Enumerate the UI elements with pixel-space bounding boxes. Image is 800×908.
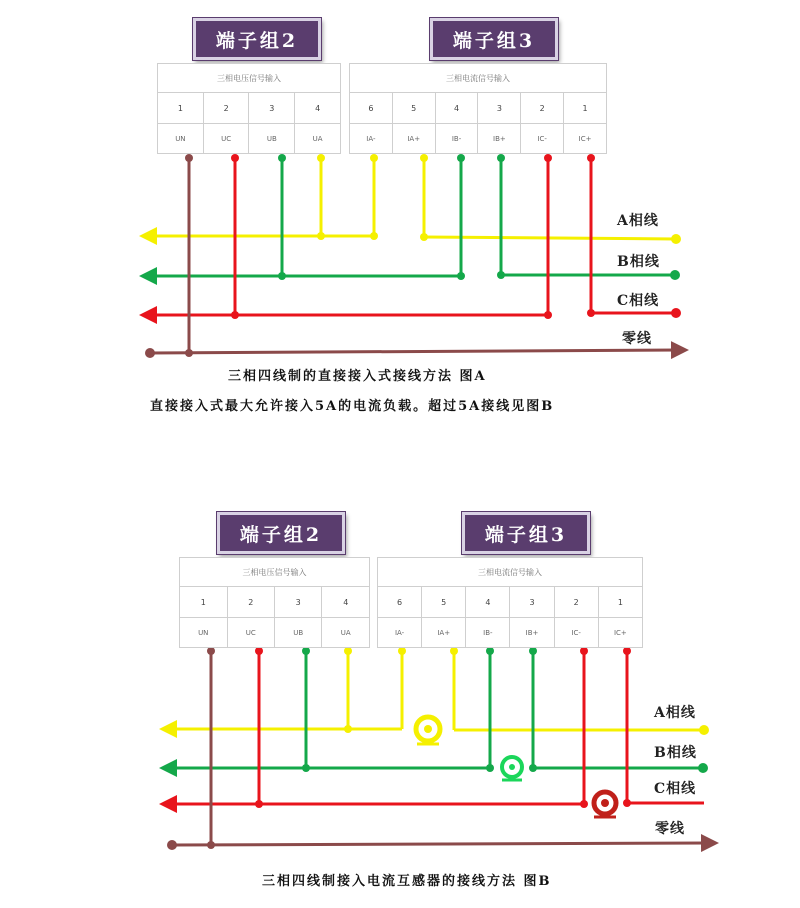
terminal-number: 5 <box>392 93 435 124</box>
junction-dot <box>317 232 325 240</box>
junction-dot <box>207 841 215 849</box>
terminal-dot <box>587 154 595 162</box>
junction-dot <box>457 272 465 280</box>
neutral-label: 零线 <box>655 821 685 837</box>
terminal-number: 1 <box>158 93 204 124</box>
terminal-dot <box>398 647 406 655</box>
terminal-dot <box>370 154 378 162</box>
junction-dot <box>302 764 310 772</box>
terminal-signal: UB <box>274 618 321 648</box>
terminal-group-2-badge-b: 端子组2 <box>217 512 345 554</box>
terminal-number: 1 <box>598 587 642 618</box>
diagram-b-wires <box>168 651 710 845</box>
current-transformer-c-icon <box>594 792 616 817</box>
terminal-dot <box>497 154 505 162</box>
terminal-group-2-badge-a: 端子组2 <box>193 18 321 60</box>
terminal-signal: IC- <box>521 124 564 154</box>
phase-a-label: A相线 <box>654 705 696 721</box>
junction-dot <box>278 272 286 280</box>
junction-dot <box>529 764 537 772</box>
voltage-header: 三相电压信号输入 <box>158 64 341 93</box>
terminal-signal: IB+ <box>510 618 554 648</box>
junction-dot <box>544 311 552 319</box>
junction-dot <box>497 271 505 279</box>
junction-dot <box>420 233 428 241</box>
terminal-number: 2 <box>227 587 274 618</box>
phase-b-label: B相线 <box>617 254 660 270</box>
diagram-a-wires <box>148 158 680 353</box>
terminal-signal: IA+ <box>392 124 435 154</box>
terminal-dot <box>457 154 465 162</box>
terminal-number: 4 <box>322 587 370 618</box>
junction-dot <box>370 232 378 240</box>
terminal-signal: UB <box>249 124 295 154</box>
terminal-number: 3 <box>274 587 321 618</box>
terminal-number: 2 <box>203 93 249 124</box>
terminal-signal: IC- <box>554 618 598 648</box>
current-terminal-table-b <box>377 557 643 648</box>
terminal-signal: UC <box>203 124 249 154</box>
junction-dot <box>167 840 177 850</box>
terminal-dot <box>185 154 193 162</box>
terminal-dot <box>529 647 537 655</box>
junction-dot <box>486 764 494 772</box>
terminal-number: 3 <box>510 587 554 618</box>
terminal-dot <box>255 647 263 655</box>
junction-dot <box>580 800 588 808</box>
terminal-dot <box>580 647 588 655</box>
junction-dot <box>587 309 595 317</box>
terminal-signal: IA+ <box>422 618 466 648</box>
terminal-dot <box>317 154 325 162</box>
terminal-number: 4 <box>295 93 341 124</box>
terminal-dot <box>450 647 458 655</box>
terminal-signal: UC <box>227 618 274 648</box>
terminal-dot <box>623 647 631 655</box>
terminal-group-3-badge-a: 端子组3 <box>430 18 558 60</box>
diagram-b-caption: 三相四线制接入电流互感器的接线方法 图B <box>262 874 552 889</box>
terminal-number: 6 <box>378 587 422 618</box>
phase-a-label: A相线 <box>617 213 659 229</box>
terminal-dot <box>231 154 239 162</box>
voltage-header: 三相电压信号输入 <box>180 558 370 587</box>
terminal-dot <box>207 647 215 655</box>
terminal-dot <box>344 647 352 655</box>
terminal-number: 4 <box>435 93 478 124</box>
phase-c-label: C相线 <box>617 293 660 309</box>
terminal-signal: UN <box>180 618 228 648</box>
junction-dot <box>344 725 352 733</box>
terminal-number: 4 <box>466 587 510 618</box>
terminal-signal: IC+ <box>564 124 607 154</box>
junction-dot <box>671 308 681 318</box>
neutral-line <box>172 843 710 845</box>
current-header: 三相电流信号输入 <box>378 558 643 587</box>
junction-dot <box>185 349 193 357</box>
terminal-signal: IB- <box>435 124 478 154</box>
terminal-signal: IB+ <box>478 124 521 154</box>
terminal-signal: IB- <box>466 618 510 648</box>
junction-dot <box>623 799 631 807</box>
terminal-number: 1 <box>180 587 228 618</box>
terminal-number: 2 <box>521 93 564 124</box>
phase-b-label: B相线 <box>654 745 697 761</box>
terminal-dot <box>544 154 552 162</box>
neutral-label: 零线 <box>622 331 652 347</box>
terminal-number: 5 <box>422 587 466 618</box>
neutral-line <box>150 350 680 353</box>
diagram-a-caption: 三相四线制的直接接入式接线方法 图A <box>228 369 487 384</box>
junction-dot <box>670 270 680 280</box>
terminal-signal: UA <box>322 618 370 648</box>
current-transformer-b-icon <box>502 757 522 780</box>
terminal-number: 3 <box>478 93 521 124</box>
terminal-signal: IC+ <box>598 618 642 648</box>
junction-dot <box>145 348 155 358</box>
diagram-a-note: 直接接入式最大允许接入5A的电流负载。超过5A接线见图B <box>150 399 555 414</box>
terminal-dot <box>420 154 428 162</box>
diagram-a-dots <box>145 154 681 358</box>
terminal-number: 3 <box>249 93 295 124</box>
phase-c-label: C相线 <box>654 781 697 797</box>
terminal-number: 1 <box>564 93 607 124</box>
terminal-dot <box>302 647 310 655</box>
terminal-signal: IA- <box>378 618 422 648</box>
junction-dot <box>699 725 709 735</box>
current-transformer-a-icon <box>416 717 440 745</box>
junction-dot <box>671 234 681 244</box>
terminal-number: 2 <box>554 587 598 618</box>
junction-dot <box>231 311 239 319</box>
terminal-signal: IA- <box>350 124 393 154</box>
terminal-dot <box>486 647 494 655</box>
terminal-dot <box>278 154 286 162</box>
junction-dot <box>255 800 263 808</box>
current-header: 三相电流信号输入 <box>350 64 607 93</box>
terminal-group-3-badge-b: 端子组3 <box>462 512 590 554</box>
terminal-signal: UN <box>158 124 204 154</box>
voltage-terminal-table-b <box>179 557 370 648</box>
terminal-signal: UA <box>295 124 341 154</box>
junction-dot <box>698 763 708 773</box>
terminal-number: 6 <box>350 93 393 124</box>
